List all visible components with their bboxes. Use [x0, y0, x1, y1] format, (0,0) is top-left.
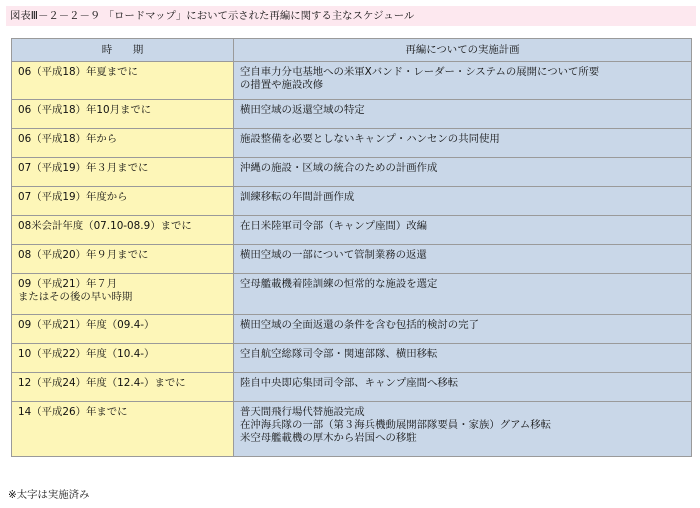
period-text: 08米会計年度（07.10-08.9）までに — [18, 220, 192, 232]
period-text: 10（平成22）年度（10.4-） — [18, 348, 155, 360]
plan-cell — [234, 100, 692, 129]
period-text: またはその後の早い時期 — [18, 291, 133, 303]
header-plan: 再編についての実施計画 — [234, 39, 692, 62]
plan-cell — [234, 62, 692, 100]
period-text: 06（平成18）年夏までに — [18, 66, 138, 78]
period-text: 07（平成19）年度から — [18, 191, 128, 203]
period-text: 09（平成21）年７月 — [18, 278, 118, 290]
period-cell — [12, 274, 234, 315]
table-row — [12, 245, 692, 274]
plan-text: 在日米陸軍司令部（キャンプ座間）改編 — [240, 220, 428, 232]
period-text: 09（平成21）年度（09.4-） — [18, 319, 155, 331]
period-text: 06（平成18）年から — [18, 133, 118, 145]
table-header-row — [12, 39, 692, 62]
plan-cell — [234, 158, 692, 187]
period-cell — [12, 315, 234, 344]
plan-cell — [234, 344, 692, 373]
period-cell — [12, 158, 234, 187]
header-period: 時 期 — [12, 39, 234, 62]
plan-cell — [234, 274, 692, 315]
table-row — [12, 187, 692, 216]
plan-text: 空母艦載機着陸訓練の恒常的な施設を選定 — [240, 278, 438, 290]
plan-text: 施設整備を必要としないキャンプ・ハンセンの共同使用 — [240, 133, 500, 145]
table-row — [12, 315, 692, 344]
period-text: 08（平成20）年９月までに — [18, 249, 149, 261]
plan-text: 横田空域の返還空域の特定 — [240, 104, 365, 116]
footnote: ※太字は実施済み — [8, 489, 90, 501]
table-row — [12, 402, 692, 457]
plan-cell — [234, 187, 692, 216]
table-body — [12, 62, 692, 457]
plan-text: 陸自中央即応集団司令部、キャンプ座間へ移転 — [240, 377, 459, 389]
table-row — [12, 100, 692, 129]
plan-text: 横田空域の一部について管制業務の返還 — [240, 249, 427, 261]
table-row — [12, 373, 692, 402]
plan-text: 沖縄の施設・区域の統合のための計画作成 — [240, 162, 438, 174]
plan-text: 訓練移転の年間計画作成 — [240, 191, 355, 203]
period-cell — [12, 100, 234, 129]
period-cell — [12, 187, 234, 216]
table-row — [12, 274, 692, 315]
period-text: 14（平成26）年までに — [18, 406, 128, 418]
plan-cell — [234, 245, 692, 274]
plan-text: 米空母艦載機の厚木から岩国への移駐 — [240, 432, 417, 444]
plan-cell — [234, 315, 692, 344]
plan-text: 空自車力分屯基地への米軍Ⅹバンド・レーダー・システムの展開について所要 — [240, 66, 600, 78]
figure-title: 図表Ⅲ－２－２－９ 「ロードマップ」において示された再編に関する主なスケジュール — [6, 6, 696, 26]
schedule-table — [11, 38, 692, 457]
plan-text: 空自航空総隊司令部・関連部隊、横田移転 — [240, 348, 438, 360]
plan-text: 普天間飛行場代替施設完成 — [240, 406, 365, 418]
period-text: 12（平成24）年度（12.4-）までに — [18, 377, 186, 389]
period-cell — [12, 373, 234, 402]
period-text: 06（平成18）年10月までに — [18, 104, 152, 116]
table-row — [12, 344, 692, 373]
table-row — [12, 216, 692, 245]
period-text: 07（平成19）年３月までに — [18, 162, 149, 174]
period-cell — [12, 62, 234, 100]
plan-text: 横田空域の全面返還の条件を含む包括的検討の完了 — [240, 319, 479, 331]
plan-text: 在沖海兵隊の一部（第３海兵機動展開部隊要員・家族）グアム移転 — [240, 419, 551, 431]
plan-cell — [234, 373, 692, 402]
period-cell — [12, 344, 234, 373]
plan-cell — [234, 216, 692, 245]
table-row — [12, 129, 692, 158]
table-row — [12, 158, 692, 187]
plan-cell — [234, 402, 692, 457]
table-row — [12, 62, 692, 100]
plan-text: の措置や施設改修 — [240, 79, 324, 91]
period-cell — [12, 402, 234, 457]
period-cell — [12, 129, 234, 158]
plan-cell — [234, 129, 692, 158]
period-cell — [12, 245, 234, 274]
period-cell — [12, 216, 234, 245]
